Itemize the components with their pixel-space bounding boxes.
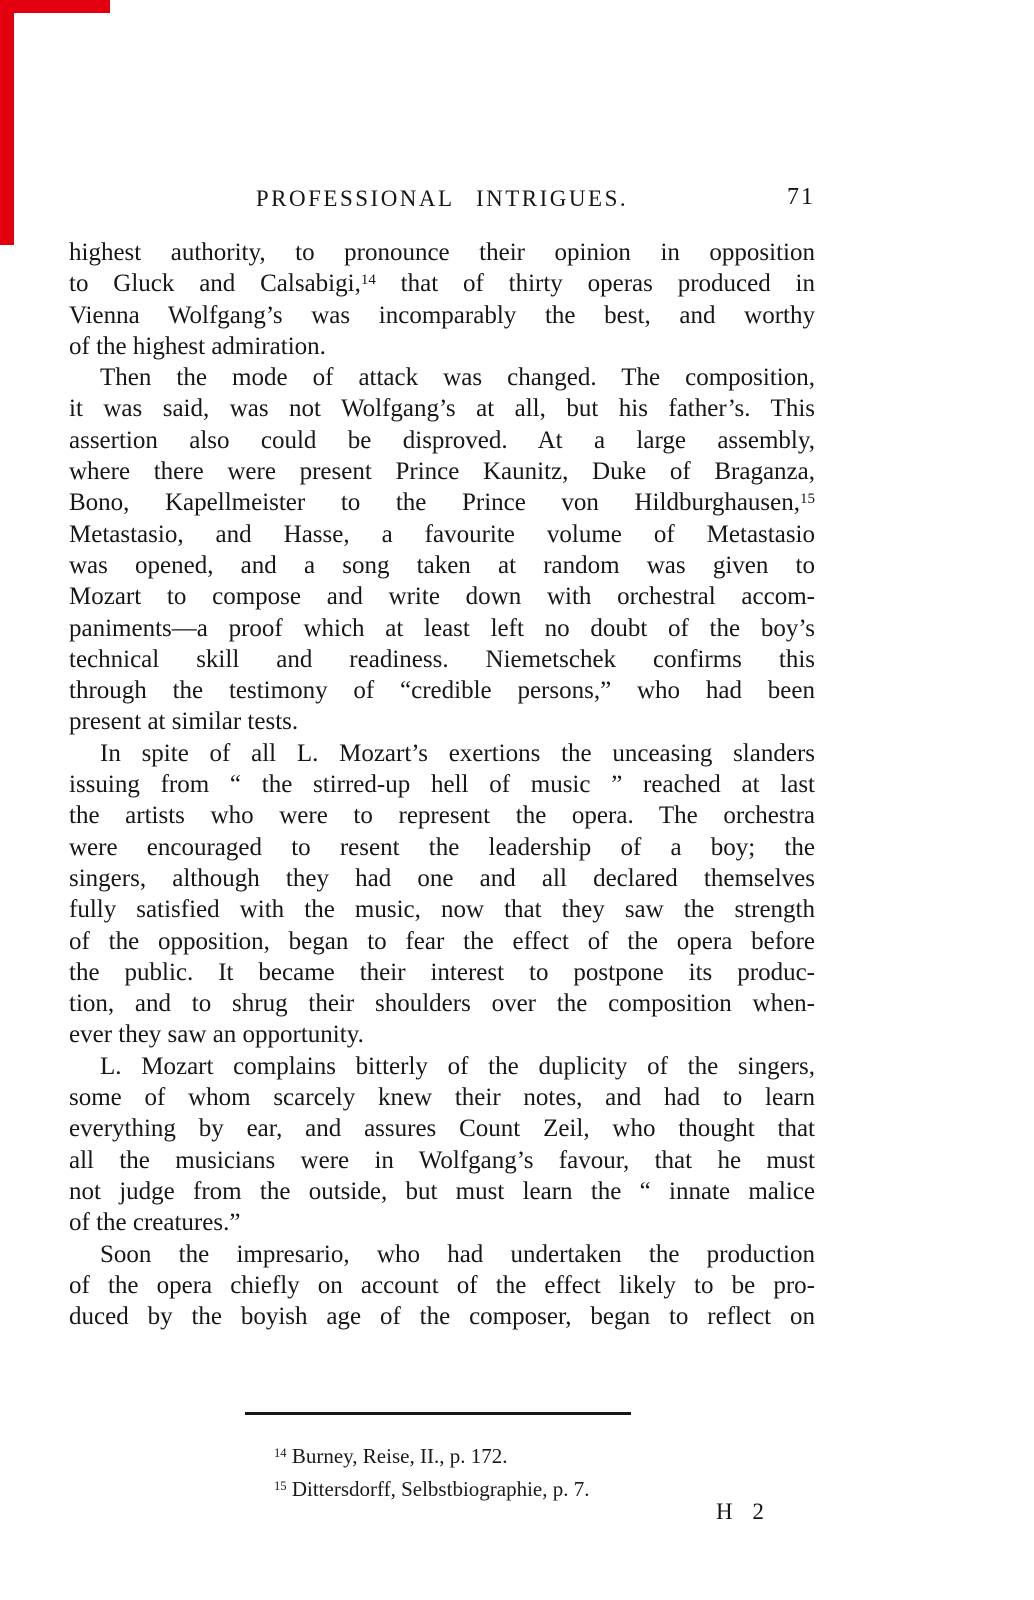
footnote-separator-rule (245, 1412, 631, 1415)
text-line (69, 487, 815, 518)
text-segment: assertion also could be disproved. At a large assembly, (69, 426, 815, 454)
text-line (69, 1145, 815, 1176)
text-line (69, 1082, 815, 1113)
text-segment: it was said, was not Wolfgang’s at all, but his father’s. This (69, 395, 815, 423)
page-title: PROFESSIONAL INTRIGUES. (255, 186, 629, 211)
text-line (69, 1176, 815, 1207)
text-segment: L. Mozart complains bitterly of the duplicity of the singers, (100, 1052, 815, 1080)
text-segment: that of thirty operas produced in (375, 270, 816, 298)
text-segment: through the testimony of “credible persons,” who had been (69, 677, 815, 705)
text-segment: highest authority, to pronounce their opinion in opposition (69, 239, 815, 266)
paragraph (69, 738, 815, 1051)
text-line (69, 362, 815, 393)
body-text (69, 237, 815, 1332)
text-line (69, 550, 815, 581)
scan-edge-mark-horizontal (0, 0, 110, 13)
text-segment: to Gluck and Calsabigi, (69, 270, 361, 298)
paragraph (69, 237, 815, 362)
text-segment: were encouraged to resent the leadership of a boy; the (69, 833, 815, 861)
footnote-reference: 14 (360, 271, 376, 288)
text-segment: of the creatures.” (69, 1209, 241, 1237)
text-line (69, 1239, 815, 1270)
text-segment: duced by the boyish age of the composer, began to reflect on (69, 1303, 815, 1331)
text-segment: Metastasio, and Hasse, a favourite volume of Metastasio (69, 520, 815, 548)
text-line (69, 300, 815, 331)
text-segment: not judge from the outside, but must learn the “ innate malice (69, 1177, 815, 1205)
text-segment: Mozart to compose and write down with orchestral accom- (69, 583, 815, 611)
text-segment: paniments—a proof which at least left no doubt of the boy’s (69, 614, 815, 642)
text-segment: ever they saw an opportunity. (69, 1021, 364, 1049)
text-segment: singers, although they had one and all declared themselves (69, 864, 815, 892)
footnote-reference: 15 (274, 1478, 287, 1493)
text-segment: tion, and to shrug their shoulders over the composition when- (69, 990, 815, 1018)
text-line (69, 894, 815, 925)
footnote (274, 1440, 814, 1473)
text-segment: of the highest admiration. (69, 332, 326, 360)
text-segment: was opened, and a song taken at random was given to (69, 551, 815, 579)
text-line (69, 237, 815, 268)
text-segment: everything by ear, and assures Count Zeil, who thought that (69, 1115, 815, 1143)
text-segment: the artists who were to represent the opera. The orchestra (69, 802, 815, 830)
text-line (69, 926, 815, 957)
text-line (69, 769, 815, 800)
text-segment: technical skill and readiness. Niemetschek confirms this (69, 645, 815, 673)
text-line (69, 519, 815, 550)
page-number: 71 (787, 184, 815, 210)
text-segment: present at similar tests. (69, 708, 299, 736)
text-line (69, 1270, 815, 1301)
text-segment: Then the mode of attack was changed. The composition, (100, 364, 815, 392)
text-line (69, 706, 815, 737)
text-line (69, 738, 815, 769)
text-segment: In spite of all L. Mozart’s exertions the unceasing slanders (100, 739, 815, 767)
text-line (69, 393, 815, 424)
text-segment: where there were present Prince Kaunitz, Duke of Braganza, (69, 458, 815, 486)
printer-signature-mark: H 2 (716, 1499, 765, 1524)
paragraph (69, 1239, 815, 1333)
text-line (69, 581, 815, 612)
text-line (69, 832, 815, 863)
text-segment: Bono, Kapellmeister to the Prince von Hildburghausen, (69, 489, 800, 517)
text-line (69, 863, 815, 894)
text-segment: of the opposition, began to fear the effect of the opera before (69, 927, 815, 955)
text-line (69, 957, 815, 988)
text-line (69, 613, 815, 644)
paragraph (69, 1051, 815, 1239)
text-segment: Dittersdorff, Selbstbiographie, p. 7. (286, 1477, 590, 1501)
text-line (69, 800, 815, 831)
text-line (69, 644, 815, 675)
paragraph (69, 362, 815, 738)
text-line (69, 675, 815, 706)
text-segment: issuing from “ the stirred-up hell of music ” reached at last (69, 771, 815, 799)
text-line (69, 1113, 815, 1144)
footnotes (274, 1440, 814, 1506)
text-line (69, 1301, 815, 1332)
text-line (69, 988, 815, 1019)
text-segment: some of whom scarcely knew their notes, and had to learn (69, 1084, 815, 1112)
text-line (69, 456, 815, 487)
text-line (69, 1019, 815, 1050)
text-segment: Vienna Wolfgang’s was incomparably the best, and worthy (69, 301, 815, 329)
footnote-reference: 15 (800, 490, 815, 507)
footnote-reference: 14 (274, 1445, 287, 1460)
text-line (69, 1051, 815, 1082)
text-segment: all the musicians were in Wolfgang’s favour, that he must (69, 1146, 815, 1174)
scan-edge-mark-vertical (0, 0, 14, 245)
text-segment: of the opera chiefly on account of the effect likely to be pro- (69, 1271, 815, 1299)
running-header (69, 186, 815, 212)
text-segment: Burney, Reise, II., p. 172. (286, 1444, 508, 1468)
text-line (69, 331, 815, 362)
text-line (69, 425, 815, 456)
text-line (69, 268, 815, 299)
text-segment: Soon the impresario, who had undertaken the production (100, 1240, 815, 1268)
text-line (69, 1207, 815, 1238)
text-segment: fully satisfied with the music, now that they saw the strength (69, 896, 815, 924)
text-segment: the public. It became their interest to postpone its produc- (69, 958, 815, 986)
